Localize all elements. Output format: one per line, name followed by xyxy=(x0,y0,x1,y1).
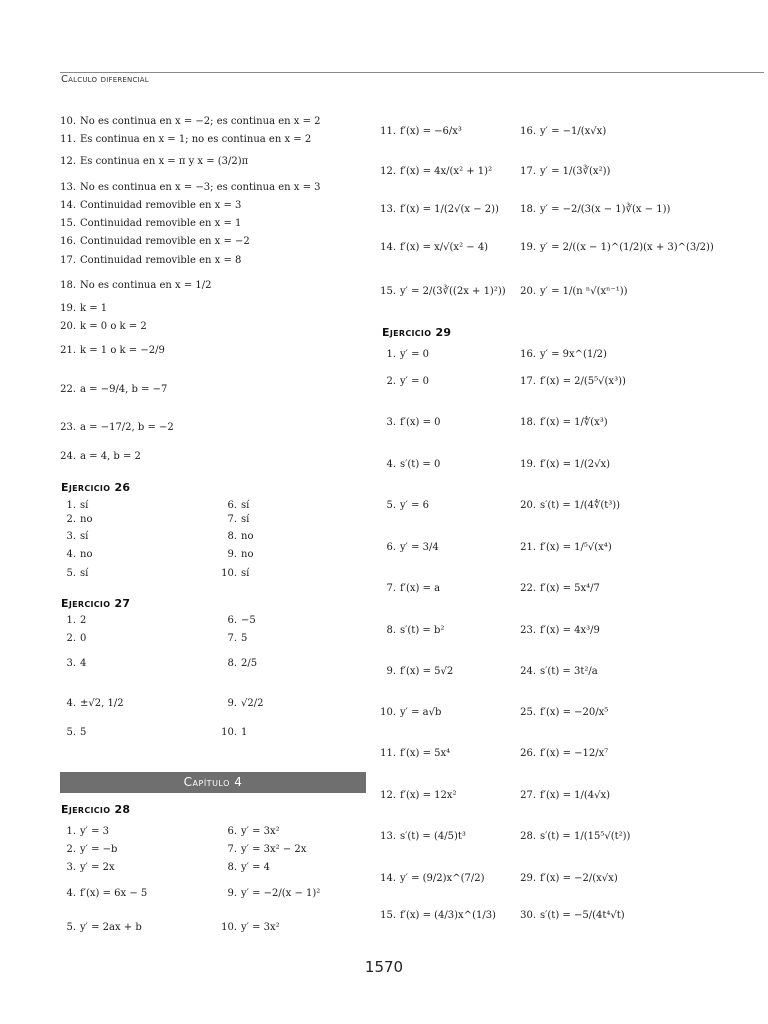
answer-text: f′(x) = x/√(x² − 4) xyxy=(400,242,489,253)
answer-number: 18. xyxy=(520,417,536,428)
answer-number: 28. xyxy=(520,831,536,842)
answer-number: 17. xyxy=(60,255,76,266)
answer-text: y′ = 0 xyxy=(400,349,430,360)
answer-text: Continuidad removible en x = 3 xyxy=(80,200,242,211)
answer-item xyxy=(520,625,600,637)
answer-item xyxy=(520,349,607,361)
answer-item xyxy=(60,698,124,710)
answer-item xyxy=(221,862,270,874)
answer-number: 29. xyxy=(520,873,536,884)
answer-item xyxy=(380,376,429,388)
answer-item xyxy=(60,826,109,838)
answer-item xyxy=(60,422,174,434)
answer-text: f′(x) = 12x² xyxy=(400,790,457,801)
answer-number: 8. xyxy=(227,658,237,669)
answer-item xyxy=(221,844,306,856)
answer-text: s′(t) = 1/(15⁵√(t²)) xyxy=(540,831,631,842)
answer-text: Continuidad removible en x = −2 xyxy=(80,236,250,247)
answer-text: no xyxy=(241,531,254,542)
answer-item xyxy=(520,204,670,216)
answer-item xyxy=(221,549,253,561)
answer-number: 10. xyxy=(60,116,76,127)
answer-number: 25. xyxy=(520,707,536,718)
answer-number: 13. xyxy=(60,182,76,193)
answer-number: 14. xyxy=(60,200,76,211)
answer-text: f′(x) = 4x³/9 xyxy=(540,625,600,636)
answer-text: y′ = 1/(3∛(x²)) xyxy=(540,166,611,177)
answer-number: 18. xyxy=(520,204,536,215)
answer-text: 1 xyxy=(241,727,248,738)
answer-item xyxy=(221,514,249,526)
answer-item xyxy=(60,280,211,292)
answer-item xyxy=(60,862,115,874)
answer-text: y′ = 4 xyxy=(241,862,271,873)
answer-number: 10. xyxy=(221,727,237,738)
answer-item xyxy=(60,218,241,230)
answer-number: 5. xyxy=(66,922,76,933)
answer-number: 11. xyxy=(380,126,396,137)
answer-text: s′(t) = (4/5)t³ xyxy=(400,831,466,842)
answer-item xyxy=(380,126,462,138)
answer-item xyxy=(380,286,506,298)
answer-text: y′ = −1/(x√x) xyxy=(540,126,607,137)
page-number: 1570 xyxy=(364,958,404,976)
answer-item xyxy=(60,727,86,739)
answer-item xyxy=(60,844,117,856)
answer-number: 4. xyxy=(66,549,76,560)
answer-number: 10. xyxy=(221,568,237,579)
answer-number: 3. xyxy=(66,658,76,669)
answer-item xyxy=(520,459,610,471)
answer-text: sí xyxy=(80,531,89,542)
answer-text: f′(x) = 5x⁴/7 xyxy=(540,583,600,594)
answer-number: 7. xyxy=(227,633,237,644)
answer-number: 22. xyxy=(60,384,76,395)
answer-item xyxy=(380,625,444,637)
answer-item xyxy=(221,500,249,512)
answer-text: y′ = 1/(n ⁿ√(xⁿ⁻¹)) xyxy=(540,286,628,297)
answer-item xyxy=(520,166,610,178)
answer-item xyxy=(221,727,247,739)
answer-text: y′ = 3x² − 2x xyxy=(241,844,307,855)
answer-item xyxy=(520,583,600,595)
answer-text: ±√2, 1/2 xyxy=(80,698,124,709)
answer-item xyxy=(60,116,320,128)
answer-number: 6. xyxy=(227,615,237,626)
answer-number: 17. xyxy=(520,166,536,177)
section-heading-e27: Ejercicio 27 xyxy=(61,597,131,610)
answer-number: 15. xyxy=(60,218,76,229)
answer-number: 24. xyxy=(60,451,76,462)
answer-number: 3. xyxy=(66,531,76,542)
answer-number: 5. xyxy=(386,500,396,511)
answer-item xyxy=(60,549,92,561)
answer-number: 7. xyxy=(386,583,396,594)
chapter-banner: Capítulo 4 xyxy=(60,772,366,793)
answer-text: f′(x) = 2/(5⁵√(x³)) xyxy=(540,376,626,387)
answer-text: no xyxy=(80,514,93,525)
answer-text: no xyxy=(241,549,254,560)
answer-item xyxy=(520,376,626,388)
answer-text: 5 xyxy=(80,727,87,738)
answer-item xyxy=(221,658,257,670)
answer-text: a = −17/2, b = −2 xyxy=(80,422,174,433)
answer-item xyxy=(380,910,496,922)
answer-item xyxy=(380,873,484,885)
answer-number: 10. xyxy=(221,922,237,933)
section-heading-e26: Ejercicio 26 xyxy=(61,481,131,494)
answer-text: sí xyxy=(241,568,250,579)
answer-item xyxy=(380,459,440,471)
answer-item xyxy=(60,633,86,645)
answer-number: 26. xyxy=(520,748,536,759)
answer-text: y′ = 3x² xyxy=(241,922,280,933)
answer-number: 4. xyxy=(66,698,76,709)
answer-text: y′ = −b xyxy=(80,844,118,855)
answer-text: f′(x) = 1/(4√x) xyxy=(540,790,611,801)
answer-item xyxy=(520,242,714,254)
answer-item xyxy=(60,255,241,267)
answer-text: −5 xyxy=(241,615,256,626)
answer-item xyxy=(520,126,606,138)
answer-text: f′(x) = −12/x⁷ xyxy=(540,748,609,759)
answer-item xyxy=(221,615,256,627)
answer-text: y′ = 6 xyxy=(400,500,430,511)
answer-item xyxy=(380,831,466,843)
answer-item xyxy=(221,922,280,934)
answer-item xyxy=(221,888,320,900)
answer-item xyxy=(380,583,440,595)
answer-text: k = 1 xyxy=(80,303,108,314)
answer-item xyxy=(380,790,457,802)
answer-item xyxy=(60,384,167,396)
answer-number: 16. xyxy=(520,126,536,137)
answer-item xyxy=(221,633,247,645)
answer-text: y′ = a√b xyxy=(400,707,442,718)
answer-item xyxy=(520,542,612,554)
answer-number: 19. xyxy=(520,459,536,470)
answer-text: No es continua en x = −2; es continua en x = 2 xyxy=(80,116,321,127)
answer-item xyxy=(380,166,492,178)
answer-item xyxy=(60,568,88,580)
answer-number: 8. xyxy=(386,625,396,636)
answer-text: f′(x) = −2/(x√x) xyxy=(540,873,618,884)
answer-item xyxy=(60,236,250,248)
answer-number: 6. xyxy=(227,826,237,837)
answer-number: 9. xyxy=(227,888,237,899)
answer-text: y′ = 3 xyxy=(80,826,110,837)
answer-text: Continuidad removible en x = 8 xyxy=(80,255,242,266)
answer-number: 4. xyxy=(66,888,76,899)
answer-text: s′(t) = b² xyxy=(400,625,445,636)
answer-text: y′ = (9/2)x^(7/2) xyxy=(400,873,485,884)
answer-number: 3. xyxy=(386,417,396,428)
answer-item xyxy=(60,200,241,212)
answer-item xyxy=(520,666,598,678)
answer-text: 4 xyxy=(80,658,87,669)
answer-text: s′(t) = −5/(4t⁴√t) xyxy=(540,910,625,921)
answer-text: sí xyxy=(241,514,250,525)
answer-text: 5 xyxy=(241,633,248,644)
answer-item xyxy=(221,826,280,838)
answer-text: k = 0 o k = 2 xyxy=(80,321,147,332)
answer-number: 5. xyxy=(66,568,76,579)
answer-text: no xyxy=(80,549,93,560)
answer-text: y′ = 2ax + b xyxy=(80,922,142,933)
answer-item xyxy=(520,417,608,429)
answer-number: 1. xyxy=(66,500,76,511)
answer-text: No es continua en x = 1/2 xyxy=(80,280,212,291)
answer-text: 2/5 xyxy=(241,658,258,669)
answer-number: 6. xyxy=(386,542,396,553)
answer-number: 18. xyxy=(60,280,76,291)
answer-text: f′(x) = −20/x⁵ xyxy=(540,707,609,718)
answer-number: 5. xyxy=(66,727,76,738)
answer-text: No es continua en x = −3; es continua en x = 3 xyxy=(80,182,321,193)
answer-item xyxy=(60,321,147,333)
answer-item xyxy=(221,698,263,710)
answer-text: s′(t) = 3t²/a xyxy=(540,666,598,677)
answer-number: 24. xyxy=(520,666,536,677)
answer-number: 11. xyxy=(60,134,76,145)
answer-text: f′(x) = 4x/(x² + 1)² xyxy=(400,166,493,177)
answer-number: 15. xyxy=(380,910,396,921)
answer-number: 13. xyxy=(380,831,396,842)
answer-item xyxy=(520,790,610,802)
answer-text: a = −9/4, b = −7 xyxy=(80,384,168,395)
answer-number: 1. xyxy=(66,615,76,626)
answer-text: Es continua en x = 1; no es continua en x = 2 xyxy=(80,134,312,145)
answer-text: 0 xyxy=(80,633,87,644)
answer-item xyxy=(60,182,320,194)
answer-text: f′(x) = −6/x³ xyxy=(400,126,462,137)
answer-number: 20. xyxy=(520,286,536,297)
section-heading-e28: Ejercicio 28 xyxy=(61,803,131,816)
answer-text: f′(x) = (4/3)x^(1/3) xyxy=(400,910,496,921)
answer-text: f′(x) = 5x⁴ xyxy=(400,748,451,759)
answer-item xyxy=(380,417,441,429)
answer-number: 16. xyxy=(520,349,536,360)
answer-number: 8. xyxy=(227,862,237,873)
answer-text: Continuidad removible en x = 1 xyxy=(80,218,242,229)
answer-text: f′(x) = a xyxy=(400,583,441,594)
answer-text: f′(x) = 1/⁵√(x⁴) xyxy=(540,542,612,553)
answer-number: 14. xyxy=(380,873,396,884)
answer-text: Es continua en x = π y x = (3/2)π xyxy=(80,156,249,167)
answer-item xyxy=(60,922,142,934)
answer-number: 20. xyxy=(520,500,536,511)
answer-text: y′ = 2/((x − 1)^(1/2)(x + 3)^(3/2)) xyxy=(540,242,714,253)
answer-number: 17. xyxy=(520,376,536,387)
answer-item xyxy=(380,204,499,216)
answer-number: 12. xyxy=(380,790,396,801)
answer-text: s′(t) = 0 xyxy=(400,459,441,470)
answer-number: 2. xyxy=(66,514,76,525)
answer-number: 15. xyxy=(380,286,396,297)
answer-text: s′(t) = 1/(4∜(t³)) xyxy=(540,500,621,511)
answer-number: 4. xyxy=(386,459,396,470)
answer-number: 10. xyxy=(380,707,396,718)
answer-number: 19. xyxy=(520,242,536,253)
answer-text: y′ = 2/(3∛((2x + 1)²)) xyxy=(400,286,506,297)
answer-number: 22. xyxy=(520,583,536,594)
answer-number: 11. xyxy=(380,748,396,759)
answer-item xyxy=(520,873,618,885)
answer-number: 9. xyxy=(227,549,237,560)
header-rule xyxy=(60,72,764,73)
answer-item xyxy=(380,707,441,719)
answer-item xyxy=(380,349,429,361)
answer-text: y′ = −2/(x − 1)² xyxy=(241,888,321,899)
answer-item xyxy=(60,500,88,512)
answer-number: 21. xyxy=(520,542,536,553)
answer-text: y′ = −2/(3(x − 1)∛(x − 1)) xyxy=(540,204,671,215)
answer-number: 30. xyxy=(520,910,536,921)
answer-item xyxy=(60,531,88,543)
answer-number: 2. xyxy=(66,633,76,644)
answer-number: 1. xyxy=(66,826,76,837)
answer-item xyxy=(520,748,608,760)
answer-text: f′(x) = 1/(2√(x − 2)) xyxy=(400,204,499,215)
answer-item xyxy=(60,303,107,315)
answer-item xyxy=(520,707,608,719)
answer-text: sí xyxy=(80,568,89,579)
answer-number: 2. xyxy=(386,376,396,387)
answer-number: 27. xyxy=(520,790,536,801)
answer-text: y′ = 3/4 xyxy=(400,542,439,553)
answer-item xyxy=(520,831,630,843)
answer-item xyxy=(520,286,628,298)
answer-item xyxy=(380,242,488,254)
answer-text: f′(x) = 1/(2√x) xyxy=(540,459,611,470)
answer-text: a = 4, b = 2 xyxy=(80,451,141,462)
answer-text: f′(x) = 1/∜(x³) xyxy=(540,417,608,428)
answer-item xyxy=(60,345,165,357)
section-heading-e29: Ejercicio 29 xyxy=(382,326,452,339)
answer-number: 23. xyxy=(520,625,536,636)
answer-item xyxy=(60,514,92,526)
answer-item xyxy=(221,531,253,543)
answer-item xyxy=(520,910,625,922)
answer-item xyxy=(380,666,453,678)
answer-number: 7. xyxy=(227,514,237,525)
answer-number: 12. xyxy=(60,156,76,167)
answer-item xyxy=(60,451,141,463)
answer-number: 3. xyxy=(66,862,76,873)
answer-item xyxy=(60,134,311,146)
answer-item xyxy=(380,500,429,512)
answer-number: 20. xyxy=(60,321,76,332)
answer-item xyxy=(221,568,249,580)
answer-item xyxy=(60,156,248,168)
answer-text: y′ = 3x² xyxy=(241,826,280,837)
answer-number: 21. xyxy=(60,345,76,356)
answer-item xyxy=(380,542,439,554)
answer-number: 6. xyxy=(227,500,237,511)
answer-text: f′(x) = 6x − 5 xyxy=(80,888,148,899)
running-header: Cálculo diferencial xyxy=(61,74,149,85)
answer-number: 23. xyxy=(60,422,76,433)
answer-item xyxy=(60,658,86,670)
answer-number: 19. xyxy=(60,303,76,314)
answer-number: 13. xyxy=(380,204,396,215)
answer-text: y′ = 9x^(1/2) xyxy=(540,349,607,360)
answer-number: 12. xyxy=(380,166,396,177)
answer-number: 16. xyxy=(60,236,76,247)
answer-number: 14. xyxy=(380,242,396,253)
answer-text: f′(x) = 0 xyxy=(400,417,441,428)
answer-item xyxy=(380,748,450,760)
answer-text: 2 xyxy=(80,615,87,626)
answer-item xyxy=(520,500,620,512)
answer-number: 2. xyxy=(66,844,76,855)
answer-text: f′(x) = 5√2 xyxy=(400,666,454,677)
answer-text: sí xyxy=(241,500,250,511)
answer-number: 9. xyxy=(227,698,237,709)
answer-text: k = 1 o k = −2/9 xyxy=(80,345,165,356)
answer-text: y′ = 2x xyxy=(80,862,115,873)
answer-item xyxy=(60,615,86,627)
answer-text: √2/2 xyxy=(241,698,264,709)
answer-text: y′ = 0 xyxy=(400,376,430,387)
answer-text: sí xyxy=(80,500,89,511)
answer-number: 8. xyxy=(227,531,237,542)
answer-item xyxy=(60,888,147,900)
answer-number: 1. xyxy=(386,349,396,360)
answer-number: 9. xyxy=(386,666,396,677)
answer-number: 7. xyxy=(227,844,237,855)
